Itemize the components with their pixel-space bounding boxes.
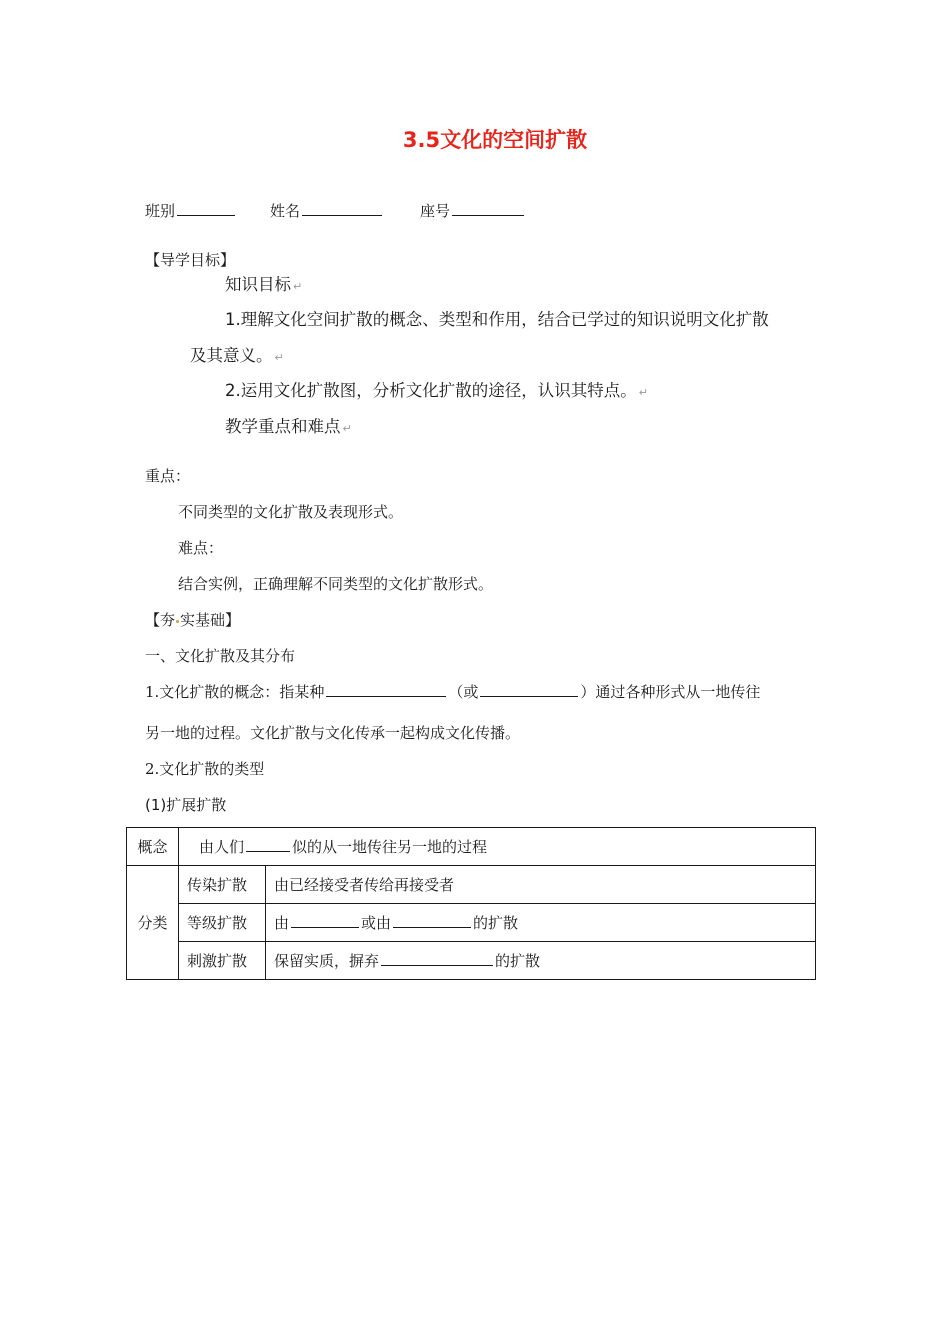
name-blank[interactable] (302, 201, 382, 216)
name-label: 姓名 (270, 202, 301, 220)
return-mark-icon: ↵ (638, 386, 648, 399)
row3-blank-1[interactable] (291, 913, 359, 928)
class-blank[interactable] (177, 201, 235, 216)
basics-heading (145, 609, 240, 630)
row3-blank-2[interactable] (393, 913, 471, 928)
concept-text-b: （或 (448, 683, 479, 701)
concept-text-a: 1.文化扩散的概念：指某种 (145, 683, 325, 701)
sub-heading: (1)扩展扩散 (145, 796, 227, 814)
concept-line1 (145, 681, 760, 702)
concept-label-cell: 概念 (127, 828, 179, 866)
row4-label-cell: 刺激扩散 (179, 942, 266, 980)
return-mark-icon: ↵ (274, 351, 284, 364)
key-text: 不同类型的文化扩散及表现形式。 (178, 503, 404, 521)
concept-blank-2[interactable] (480, 682, 578, 697)
row3-text-c: 的扩散 (473, 914, 519, 932)
concept-text-c: ）通过各种形式从一地传往 (580, 683, 761, 701)
seat-label: 座号 (420, 202, 451, 220)
concept-line2: 另一地的过程。文化扩散与文化传承一起构成文化传播。 (145, 724, 521, 742)
section1-heading: 一、文化扩散及其分布 (145, 647, 296, 665)
concept-value-cell (179, 828, 816, 866)
return-mark-icon: ↵ (293, 280, 303, 293)
row3-text-b: 或由 (361, 914, 392, 932)
basics-heading-b: 实基础】 (180, 611, 241, 629)
knowledge-heading-text: 知识目标 (225, 275, 291, 294)
table-row (127, 904, 816, 942)
goal2-text: 2.运用文化扩散图，分析文化扩散的途径，认识其特点。 (225, 381, 637, 400)
goal2 (225, 377, 648, 401)
key-heading-text: 教学重点和难点 (225, 417, 341, 436)
return-mark-icon: ↵ (342, 422, 352, 435)
dot-mark-icon (176, 620, 179, 623)
table-row (127, 866, 816, 904)
types-heading: 2.文化扩散的类型 (145, 760, 265, 778)
row4-value-cell (266, 942, 816, 980)
guide-heading: 【导学目标】 (145, 251, 236, 269)
table-row (127, 942, 816, 980)
key-label: 重点： (145, 467, 191, 485)
row1-text-b: 似的从一地传往另一地的过程 (292, 838, 488, 856)
page-title: 3.5文化的空间扩散 (402, 128, 588, 152)
row4-text-b: 的扩散 (495, 952, 541, 970)
name-field (270, 200, 384, 221)
class-field (145, 200, 237, 221)
concept-blank-1[interactable] (326, 682, 446, 697)
knowledge-heading (225, 271, 302, 295)
class-label: 班别 (145, 202, 176, 220)
seat-field (420, 200, 526, 221)
key-heading (225, 413, 352, 437)
row1-text-a: 由人们 (199, 838, 245, 856)
basics-heading-a: 【夯 (145, 611, 176, 629)
seat-blank[interactable] (452, 201, 524, 216)
table-row (127, 828, 816, 866)
row2-value-cell: 由已经接受者传给再接受者 (266, 866, 816, 904)
difficulty-text: 结合实例，正确理解不同类型的文化扩散形式。 (178, 575, 494, 593)
goal1-line1: 1.理解文化空间扩散的概念、类型和作用，结合已学过的知识说明文化扩散 (225, 310, 769, 329)
diffusion-table (126, 827, 816, 980)
row3-value-cell (266, 904, 816, 942)
row3-text-a: 由 (274, 914, 290, 932)
goal1-line2 (190, 342, 284, 366)
classify-label-cell: 分类 (127, 866, 179, 980)
goal1-line2-text: 及其意义。 (190, 346, 273, 365)
difficulty-label: 难点： (178, 539, 224, 557)
row4-text-a: 保留实质，摒弃 (274, 952, 380, 970)
row2-label-cell: 传染扩散 (179, 866, 266, 904)
row1-blank[interactable] (246, 837, 290, 852)
row4-blank[interactable] (381, 951, 493, 966)
row3-label-cell: 等级扩散 (179, 904, 266, 942)
